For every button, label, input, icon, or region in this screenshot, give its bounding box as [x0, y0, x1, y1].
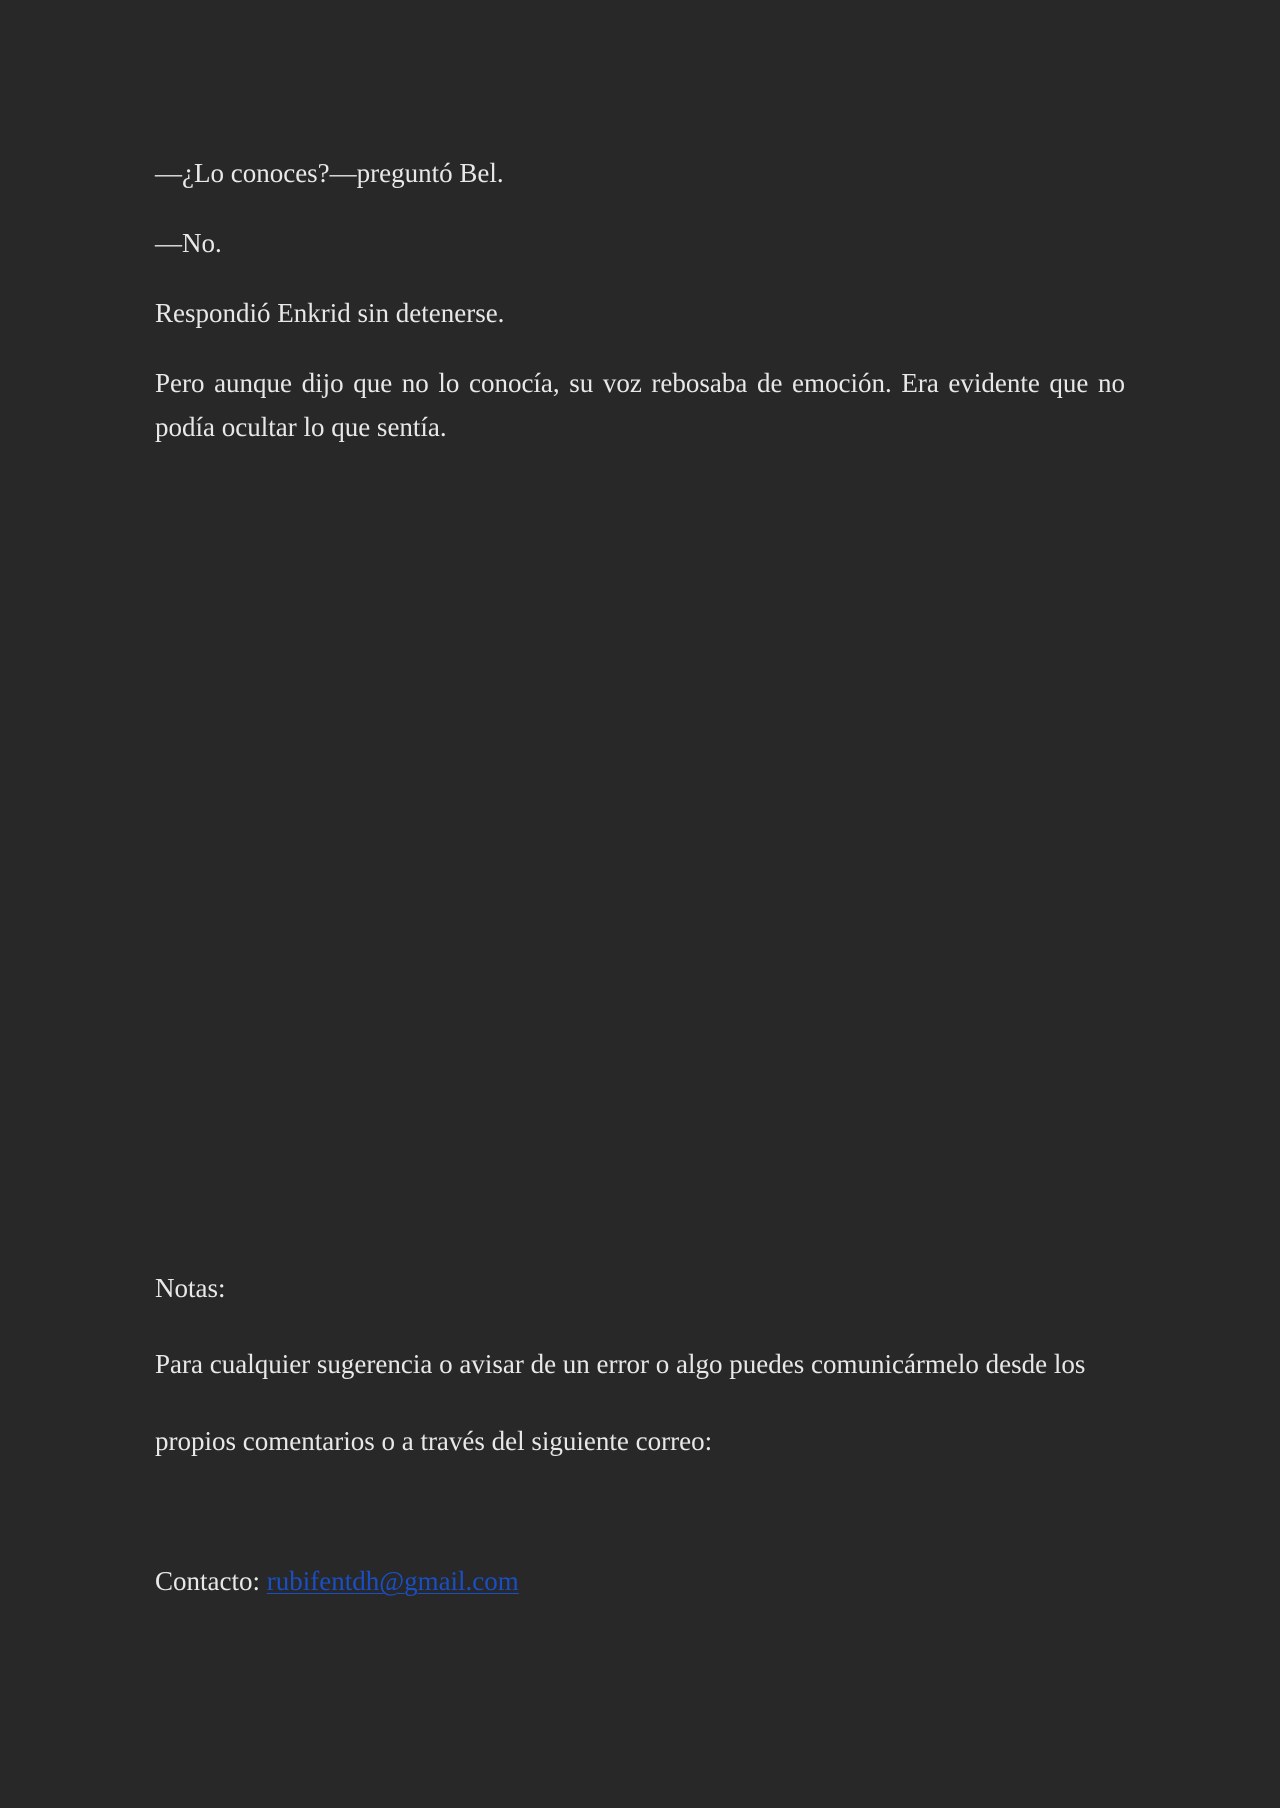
story-paragraph: Respondió Enkrid sin detenerse.	[155, 298, 505, 328]
document-page	[155, 0, 1125, 1808]
story-paragraph: Pero aunque dijo que no lo conocía, su voz rebosaba de emoción. Era evidente que no podía ocultar lo que sentía.	[155, 368, 1125, 442]
notes-title: Notas:	[155, 1273, 226, 1303]
story-paragraph: —¿Lo conoces?—preguntó Bel.	[155, 158, 504, 188]
notes-text-line: propios comentarios o a través del siguiente correo:	[155, 1426, 713, 1456]
story-paragraph: —No.	[155, 228, 222, 258]
contact-label: Contacto:	[155, 1566, 267, 1596]
notes-text-line: Para cualquier sugerencia o avisar de un error o algo puedes comunicármelo desde los	[155, 1349, 1086, 1379]
contact-email-link[interactable]: rubifentdh@gmail.com	[266, 1566, 519, 1596]
contact-line	[155, 1559, 519, 1603]
